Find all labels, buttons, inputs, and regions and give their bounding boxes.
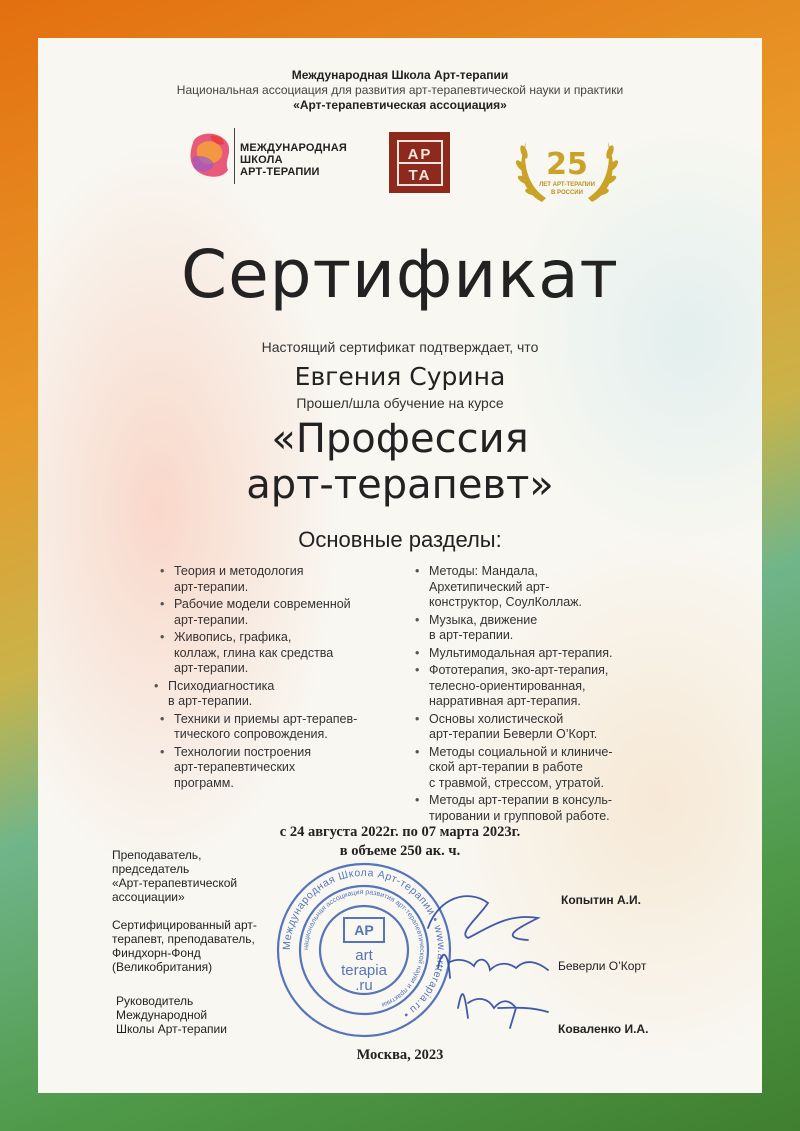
passed-text: Прошел/шла обучение на курсе	[296, 395, 504, 411]
signature-kopytin	[428, 896, 538, 940]
certificate-title: Сертификат	[180, 236, 619, 313]
school-logo-text	[240, 142, 347, 178]
topic-item: • Теория и методология арт-терапии.	[160, 564, 390, 595]
svg-text:.ru: .ru	[355, 977, 373, 994]
topic-item: • Техники и приемы арт-терапев- тического сопровождения.	[160, 712, 390, 743]
header-school: Международная Школа Арт-терапии	[291, 68, 509, 82]
svg-text:AP: AP	[407, 145, 432, 163]
school-logo-line: АРТ-ТЕРАПИИ	[240, 166, 320, 178]
sections-heading: Основные разделы:	[298, 527, 502, 552]
topic-item: • Мультимодальная арт-терапия.	[415, 646, 665, 662]
course-title-line: «Профессия	[271, 416, 529, 462]
topic-item: • Психодиагностика в арт-терапии.	[154, 679, 384, 710]
topic-item: • Методы социальной и клиниче- ской арт-терапии в работе с травмой, стрессом, утратой.	[415, 745, 665, 792]
signatory-role: Преподаватель, председатель «Арт-терапевтической ассоциации»	[112, 848, 238, 904]
school-logo-line: ШКОЛА	[240, 154, 283, 166]
school-logo	[188, 126, 348, 186]
topic-item: • Методы арт-терапии в консуль- тировании и групповой работе.	[415, 793, 665, 824]
logo-divider	[234, 128, 235, 184]
course-dates: с 24 августа 2022г. по 07 марта 2023г.	[279, 824, 521, 840]
association-logo	[389, 132, 450, 193]
signatory-name: Копытин А.И.	[561, 893, 641, 907]
signatory-role: Руководитель Международной Школы Арт-терапии	[116, 994, 227, 1036]
certificate-sheet	[38, 38, 762, 1093]
city-year: Москва, 2023	[356, 1047, 444, 1063]
header-association: Национальная ассоциация для развития арт-терапевтической науки и практики	[176, 83, 624, 97]
topic-item: • Фототерапия, эко-арт-терапия, телесно-ориентированная, нарративная арт-терапия.	[415, 663, 665, 710]
svg-text:25: 25	[546, 147, 588, 182]
topic-item: • Рабочие модели современной арт-терапии.	[160, 597, 390, 628]
anniversary-laurel-logo	[512, 122, 622, 212]
association-mark-icon	[396, 139, 444, 187]
signature-ocort	[438, 955, 548, 978]
topic-item: • Музыка, движение в арт-терапии.	[415, 613, 665, 644]
recipient-name: Евгения Сурина	[294, 362, 506, 391]
svg-text:AP: AP	[354, 922, 374, 938]
topic-item: • Методы: Мандала, Архетипический арт- конструктор, СоулКоллаж.	[415, 564, 665, 611]
signatures	[398, 858, 598, 1038]
signatory-name: Беверли О’Корт	[558, 959, 647, 973]
course-title-line: арт-терапевт»	[246, 462, 554, 508]
course-title	[38, 416, 762, 508]
signatory-name: Коваленко И.А.	[558, 1022, 649, 1036]
paint-blob-icon	[188, 130, 230, 180]
topics-right-list	[415, 564, 665, 826]
course-volume: в объеме 250 ак. ч.	[339, 843, 461, 859]
svg-text:ЛЕТ АРТ-ТЕРАПИИ: ЛЕТ АРТ-ТЕРАПИИ	[539, 182, 595, 188]
svg-text:национальная ассоциация развит: национальная ассоциация развития арт-терапевтической науки и практики	[302, 888, 426, 1009]
header-association-name: «Арт-терапевтическая ассоциация»	[293, 98, 507, 112]
svg-text:terapia: terapia	[341, 962, 387, 979]
topic-item: • Живопись, графика, коллаж, глина как средства арт-терапии.	[160, 630, 390, 677]
signature-kovalenko	[458, 994, 548, 1028]
confirm-text: Настоящий сертификат подтверждает, что	[261, 339, 539, 355]
school-logo-line: МЕЖДУНАРОДНАЯ	[240, 142, 347, 154]
topic-item: • Технологии построения арт-терапевтических программ.	[160, 745, 390, 792]
topic-item: • Основы холистической арт-терапии Беверли О’Корт.	[415, 712, 665, 743]
svg-text:art: art	[355, 947, 373, 964]
svg-text:В РОССИИ: В РОССИИ	[551, 190, 583, 196]
svg-text:TA: TA	[408, 166, 431, 184]
signatory-role: Сертифицированный арт- терапевт, преподаватель, Финдхорн-Фонд (Великобритания)	[112, 918, 257, 974]
topics-left-list	[160, 564, 390, 793]
svg-text:Международная Школа Арт-терапи: Международная Школа Арт-терапии • www.artterapia.ru •	[280, 866, 448, 1021]
